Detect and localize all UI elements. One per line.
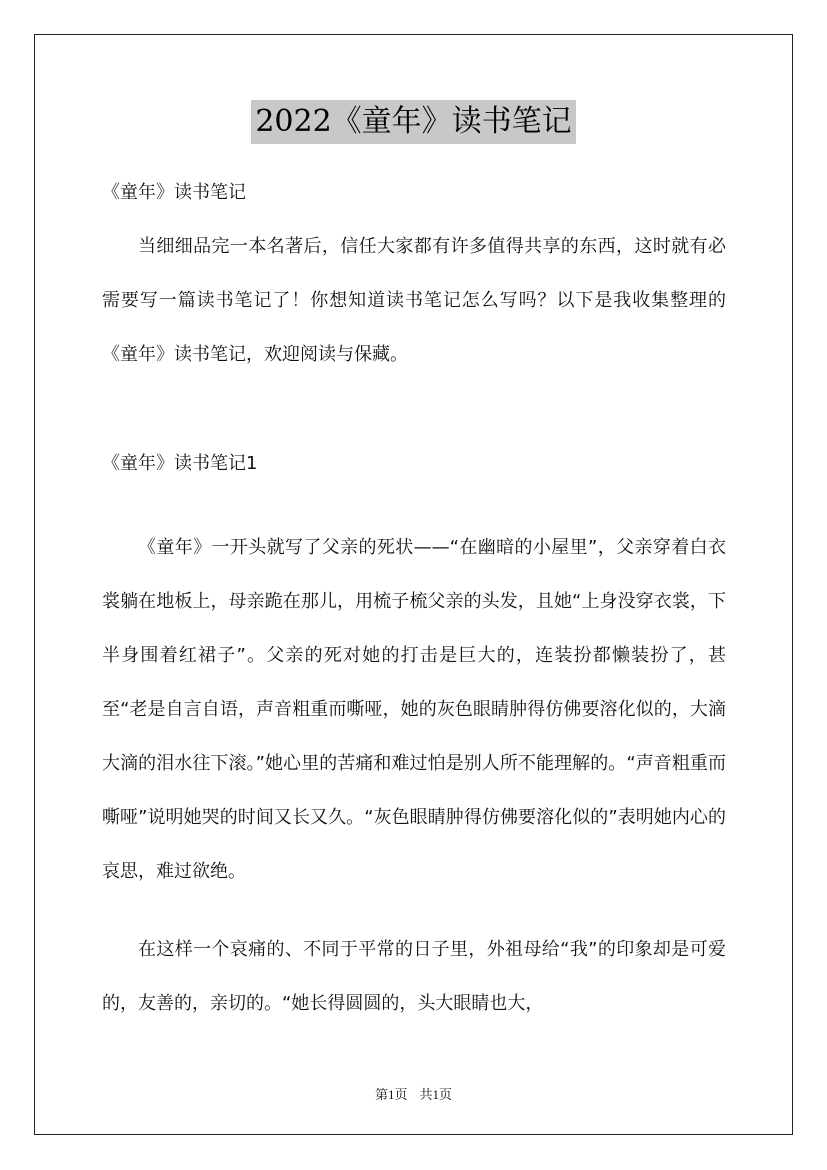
document-subtitle: 《童年》读书笔记 (102, 182, 246, 203)
body-paragraph-2: 在这样一个哀痛的、不同于平常的日子里，外祖母给“我”的印象却是可爱的，友善的，亲切的。“她长得圆圆的，头大眼睛也大， (102, 939, 726, 1014)
page-number: 第1页 (374, 1087, 408, 1102)
intro-paragraph: 当细细品完一本名著后，信任大家都有许多值得共享的东西，这时就有必需要写一篇读书笔记了！你想知道读书笔记怎么写吗？以下是我收集整理的《童年》读书笔记，欢迎阅读与保藏。 (102, 236, 726, 365)
title-container (0, 100, 827, 144)
page-total: 共1页 (419, 1087, 453, 1102)
section-heading: 《童年》读书笔记1 (102, 453, 258, 474)
document-title: 2022《童年》读书笔记 (251, 100, 575, 144)
body-paragraph-1: 《童年》一开头就写了父亲的死状——“在幽暗的小屋里”，父亲穿着白衣裳躺在地板上，母亲跪在那儿，用梳子梳父亲的头发，且她“上身没穿衣裳，下半身围着红裙子”。父亲的死对她的打击是巨大的，连装扮都懒装扮了，甚至“老是自言自语，声音粗重而嘶哑，她的灰色眼睛肿得仿佛要溶化似的，大滴大滴的泪水往下滚。”她心里的苦痛和难过怕是别人所不能理解的。“声音粗重而嘶哑”说明她哭的时间又长又久。“灰色眼睛肿得仿佛要溶化似的”表明她内心的哀思，难过欲绝。 (102, 537, 726, 882)
page-footer (0, 1084, 827, 1103)
